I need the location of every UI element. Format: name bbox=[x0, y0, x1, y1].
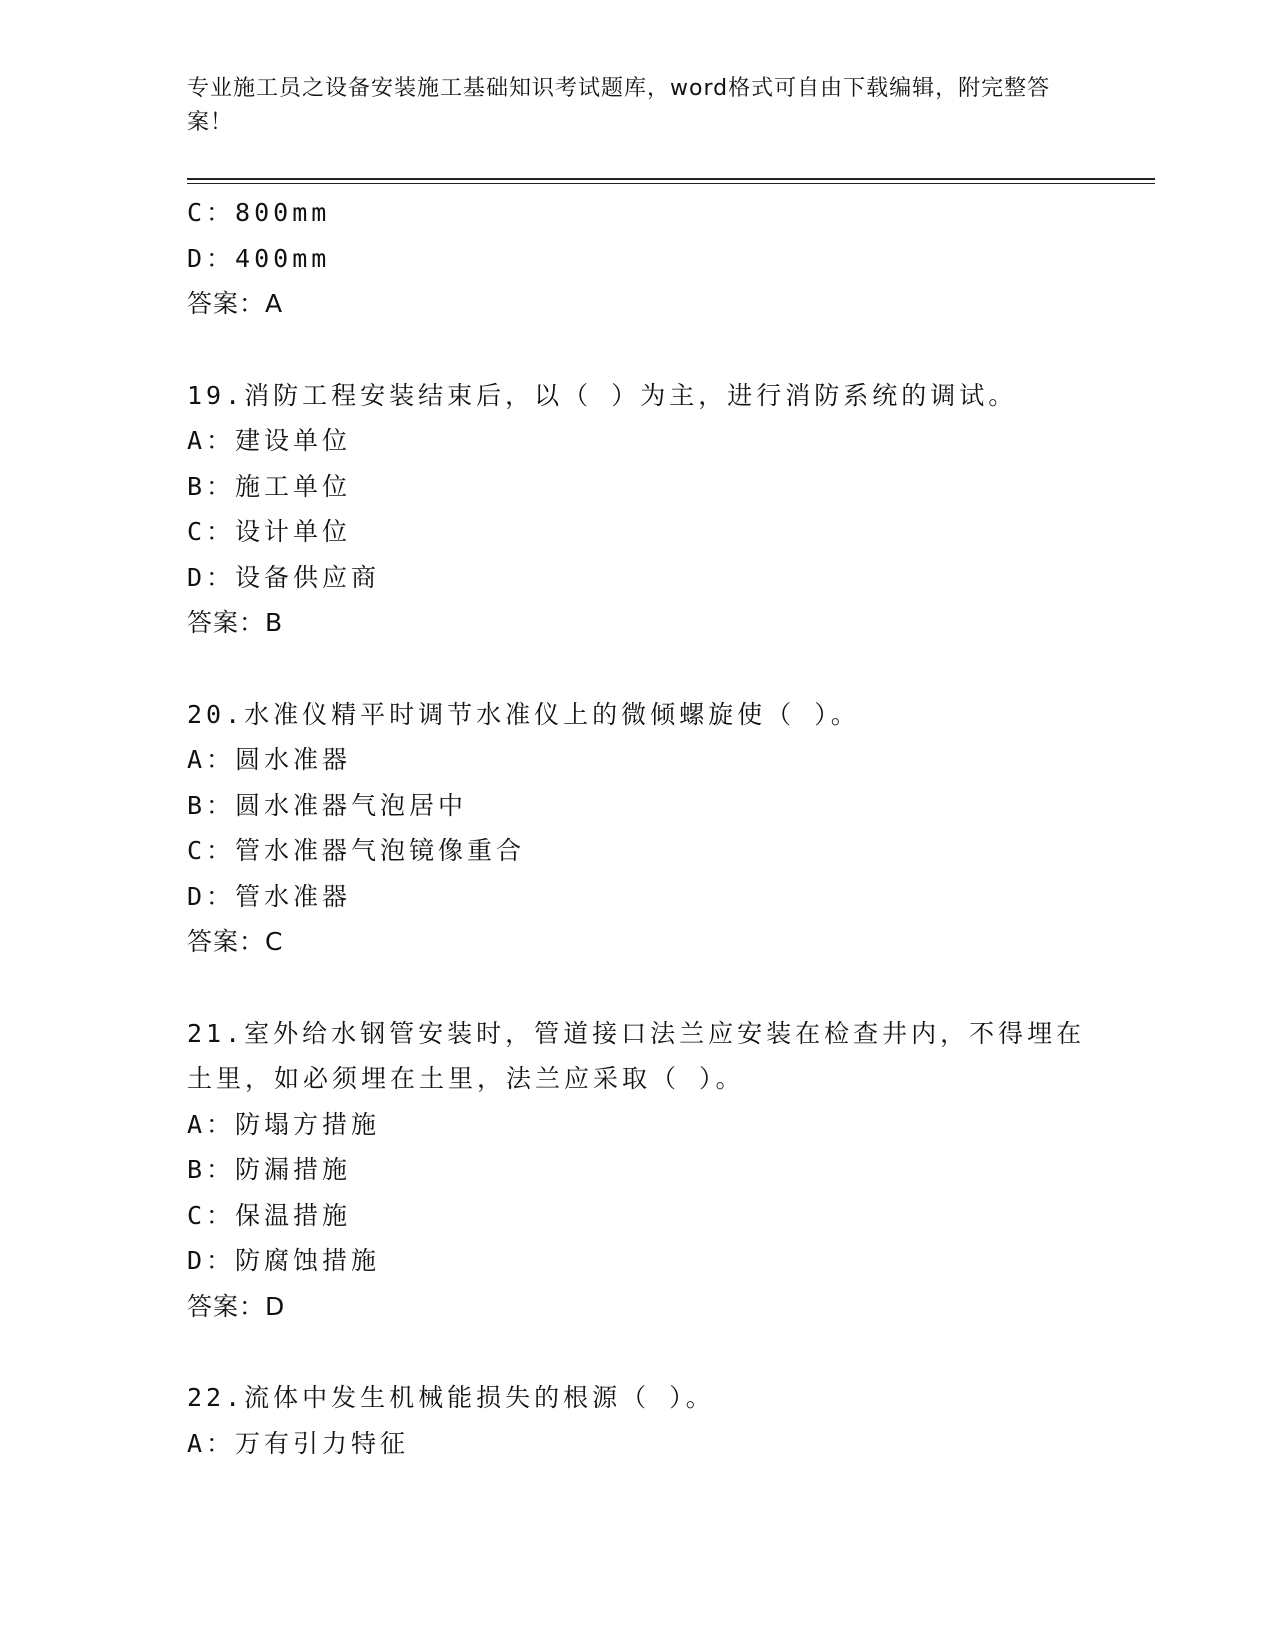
question-19-option-c: C：设计单位 bbox=[187, 517, 352, 546]
header-rule-thin bbox=[187, 183, 1155, 184]
question-20-option-b: B：圆水准器气泡居中 bbox=[187, 790, 468, 820]
spacer bbox=[187, 1329, 1087, 1375]
question-21-answer: 答案：D bbox=[187, 1291, 286, 1321]
question-22-stem: 22.流体中发生机械能损失的根源（ ）。 bbox=[187, 1383, 715, 1412]
question-19-option-a: A：建设单位 bbox=[187, 426, 352, 455]
question-20-stem: 20.水准仪精平时调节水准仪上的微倾螺旋使（ ）。 bbox=[187, 699, 860, 729]
answer: 答案：A bbox=[187, 289, 284, 318]
question-21-stem: 21.室外给水钢管安装时，管道接口法兰应安装在检查井内，不得埋在土里，如必须埋在土里，法兰应采取（ ）。 bbox=[187, 1018, 1086, 1093]
question-19-answer: 答案：B bbox=[187, 608, 284, 637]
question-22-option-a: A：万有引力特征 bbox=[187, 1428, 410, 1458]
question-20-option-a: A：圆水准器 bbox=[187, 745, 352, 774]
question-20-answer: 答案：C bbox=[187, 927, 284, 956]
document-header: 专业施工员之设备安装施工基础知识考试题库，word格式可自由下载编辑，附完整答案！ bbox=[187, 76, 1051, 135]
question-20-option-d: D：管水准器 bbox=[187, 881, 352, 911]
question-21-option-c: C：保温措施 bbox=[187, 1200, 352, 1230]
spacer bbox=[187, 646, 1087, 692]
question-list bbox=[187, 190, 1087, 1466]
option-d: D：400mm bbox=[187, 243, 331, 273]
question-21-option-a: A：防塌方措施 bbox=[187, 1109, 381, 1139]
question-19-option-d: D：设备供应商 bbox=[187, 562, 381, 592]
question-21-option-d: D：防腐蚀措施 bbox=[187, 1246, 381, 1275]
question-21-option-b: B：防漏措施 bbox=[187, 1155, 352, 1184]
spacer bbox=[187, 965, 1087, 1011]
spacer bbox=[187, 327, 1087, 373]
question-20-option-c: C：管水准器气泡镜像重合 bbox=[187, 836, 526, 865]
question-19-option-b: B：施工单位 bbox=[187, 471, 352, 501]
header-rule-thick bbox=[187, 178, 1155, 180]
question-19-stem: 19.消防工程安装结束后，以（ ）为主，进行消防系统的调试。 bbox=[187, 380, 1018, 410]
option-c: C：800mm bbox=[187, 198, 331, 227]
